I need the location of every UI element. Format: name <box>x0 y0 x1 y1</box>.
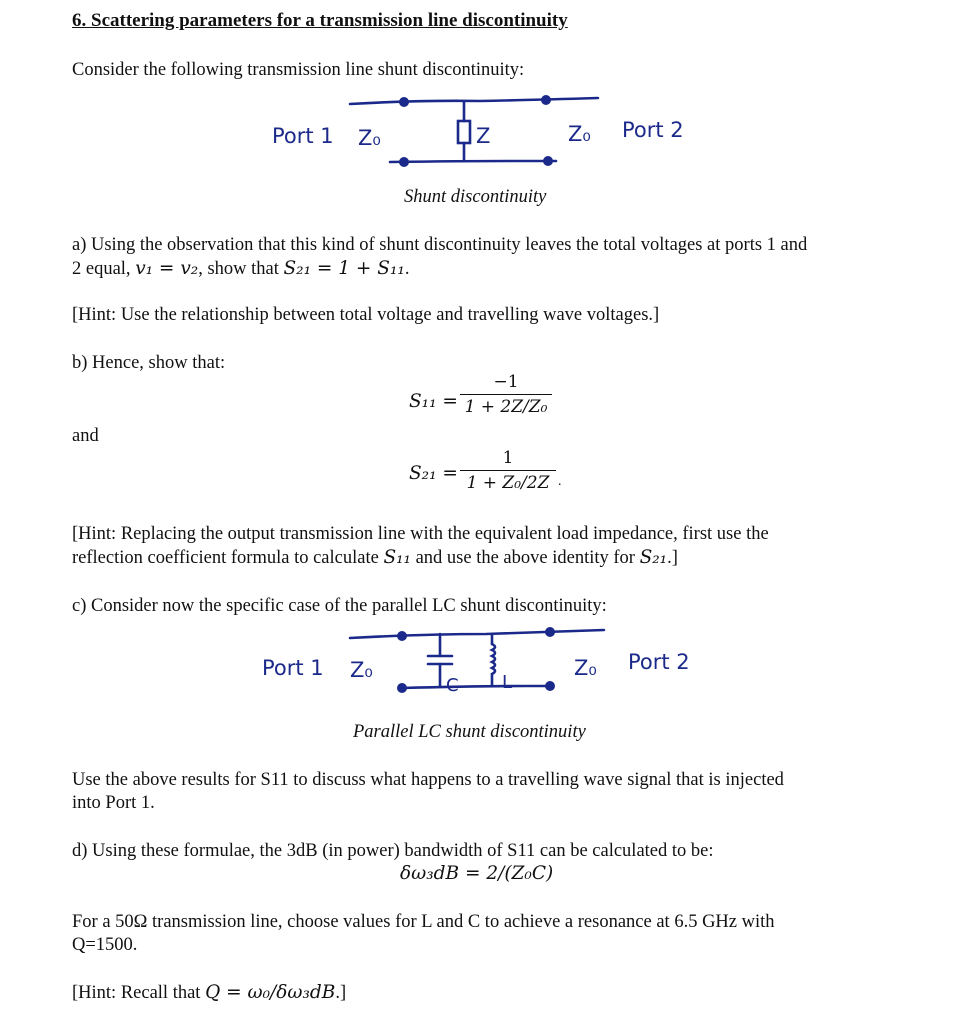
part-d-text1: For a 50Ω transmission line, choose values for L and C to achieve a resonance at 6.5 GHz with <box>72 912 775 932</box>
node-top-right <box>541 95 551 105</box>
node-top-left <box>399 97 409 107</box>
impedance-box <box>458 121 470 143</box>
s21-period: . <box>558 474 562 489</box>
part-c-intro: c) Consider now the specific case of the parallel LC shunt discontinuity: <box>72 596 607 616</box>
node2-bottom-left <box>397 683 407 693</box>
and-text: and <box>72 426 99 446</box>
z0-left-label-2: Z₀ <box>350 658 373 682</box>
section-title: 6. Scattering parameters for a transmission line discontinuity <box>72 10 568 31</box>
bottom-line <box>390 161 556 162</box>
top-line-2 <box>350 630 604 638</box>
part-b-hint2: reflection coefficient formula to calculate S₁₁ and use the above identity for S₂₁.] <box>72 547 678 568</box>
part-d-line: d) Using these formulae, the 3dB (in power) bandwidth of S11 can be calculated to be: <box>72 841 714 861</box>
top-line <box>350 98 598 104</box>
s11-fraction <box>460 372 552 417</box>
s21-numerator: 1 <box>460 448 556 471</box>
s21-denominator: 1 + Z₀/2Z <box>466 473 550 493</box>
s11-numerator: −1 <box>460 372 552 395</box>
c-label: C <box>446 675 459 696</box>
part-a-line2: 2 equal, v₁ = v₂, show that S₂₁ = 1 + S₁₁. <box>72 258 410 279</box>
z0-right-label-2: Z₀ <box>574 656 597 680</box>
part-c-text2: into Port 1. <box>72 793 155 813</box>
part-d-hint: [Hint: Recall that Q = ω₀/δω₃dB.] <box>72 982 347 1003</box>
s11-denominator: 1 + 2Z/Z₀ <box>464 397 548 417</box>
part-b-intro: b) Hence, show that: <box>72 353 226 373</box>
z0-right-label: Z₀ <box>568 122 591 146</box>
q-equation: Q = ω₀/δω₃dB <box>205 982 336 1003</box>
node-bottom-left <box>399 157 409 167</box>
l-label: L <box>502 672 513 693</box>
node2-bottom-right <box>545 681 555 691</box>
port2-label: Port 2 <box>622 118 684 142</box>
part-a-hint: [Hint: Use the relationship between total voltage and travelling wave voltages.] <box>72 305 660 325</box>
node-bottom-right <box>543 156 553 166</box>
port2-label-2: Port 2 <box>628 650 690 674</box>
eq-v1-v2: v₁ = v₂ <box>135 258 199 279</box>
part-a-line1: a) Using the observation that this kind of shunt discontinuity leaves the total voltages at ports 1 and <box>72 235 808 255</box>
s21-lhs: S₂₁ = <box>409 463 458 484</box>
figure1-caption: Shunt discontinuity <box>404 187 547 207</box>
eq-s21: S₂₁ = 1 + S₁₁ <box>283 258 405 279</box>
intro-text: Consider the following transmission line shunt discontinuity: <box>72 60 525 80</box>
ind-coil <box>492 644 495 674</box>
z0-left-label: Z₀ <box>358 126 381 150</box>
part-c-text1: Use the above results for S11 to discuss what happens to a travelling wave signal that is injected <box>72 770 784 790</box>
node2-top-left <box>397 631 407 641</box>
s11-lhs: S₁₁ = <box>409 391 458 412</box>
figure2-caption: Parallel LC shunt discontinuity <box>353 722 586 742</box>
part-b-hint1: [Hint: Replacing the output transmission line with the equivalent load impedance, first use the <box>72 524 769 544</box>
port1-label-2: Port 1 <box>262 656 324 680</box>
bandwidth-equation: δω₃dB = 2/(Z₀C) <box>400 863 554 884</box>
bottom-line-2 <box>402 686 550 688</box>
node2-top-right <box>545 627 555 637</box>
z-label: Z <box>476 124 491 148</box>
port1-label: Port 1 <box>272 124 334 148</box>
part-d-text2: Q=1500. <box>72 935 138 955</box>
s21-fraction <box>460 448 556 493</box>
